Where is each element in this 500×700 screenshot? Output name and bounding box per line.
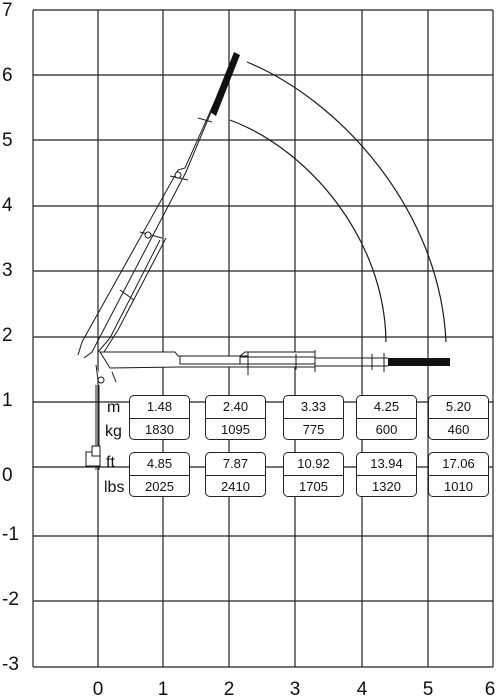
metric-load-card (428, 395, 489, 440)
imperial-load-value: 1010 (429, 475, 488, 498)
imperial-load-card (129, 452, 190, 497)
metric-reach-value: 3.33 (300, 399, 327, 414)
metric-reach-value: 4.25 (373, 399, 400, 414)
y-tick-label: 6 (2, 65, 13, 86)
row-label-metric-reach: m (107, 399, 121, 416)
metric-reach-value: 2.40 (222, 399, 249, 414)
grid (33, 10, 493, 667)
imperial-load-value: 2410 (206, 475, 265, 498)
y-tick-label: 2 (2, 325, 13, 346)
metric-load-card (129, 395, 190, 440)
raised-boom-extension-tip (210, 52, 240, 116)
imperial-load-card (283, 452, 344, 497)
x-tick-label: 3 (289, 679, 301, 700)
y-tick-label: 4 (2, 195, 13, 216)
y-tick-label: 3 (2, 260, 13, 281)
row-label-metric-load: kg (105, 423, 122, 440)
metric-reach-value: 1.48 (146, 399, 173, 414)
imperial-reach-value: 10.92 (297, 456, 330, 471)
imperial-reach-value: 13.94 (370, 456, 403, 471)
x-tick-label: 5 (422, 679, 434, 700)
metric-load-value: 460 (429, 418, 488, 441)
metric-load-card (205, 395, 266, 440)
x-tick-label: 2 (223, 679, 235, 700)
x-tick-label: 4 (356, 679, 368, 700)
y-tick-label: -2 (2, 589, 19, 610)
metric-load-value: 1830 (130, 418, 189, 441)
y-tick-label: -3 (2, 654, 19, 675)
row-label-imperial-reach: ft (106, 454, 115, 471)
y-tick-label: 7 (2, 0, 13, 21)
imperial-reach-value: 17.06 (442, 456, 475, 471)
metric-load-value: 775 (284, 418, 343, 441)
y-tick-label: 1 (2, 390, 13, 411)
y-tick-label: 5 (2, 130, 13, 151)
imperial-load-value: 1320 (357, 475, 416, 498)
imperial-load-value: 1705 (284, 475, 343, 498)
row-label-imperial-load: lbs (104, 479, 125, 496)
imperial-load-card (356, 452, 417, 497)
imperial-load-card (428, 452, 489, 497)
x-tick-label: 0 (92, 679, 104, 700)
imperial-reach-value: 7.87 (222, 456, 249, 471)
boom-extension-tip (388, 358, 450, 366)
x-tick-label: 6 (484, 679, 496, 700)
metric-load-value: 600 (357, 418, 416, 441)
horizontal-boom (100, 350, 388, 375)
reach-arcs (230, 62, 446, 342)
metric-load-card (283, 395, 344, 440)
imperial-load-card (205, 452, 266, 497)
y-tick-label: 0 (2, 465, 13, 486)
outer-reach-arc (247, 62, 446, 342)
imperial-load-value: 2025 (130, 475, 189, 498)
metric-load-value: 1095 (206, 418, 265, 441)
y-tick-label: -1 (2, 524, 19, 545)
metric-reach-value: 5.20 (445, 399, 472, 414)
metric-load-card (356, 395, 417, 440)
x-tick-label: 1 (157, 679, 169, 700)
imperial-reach-value: 4.85 (146, 456, 173, 471)
